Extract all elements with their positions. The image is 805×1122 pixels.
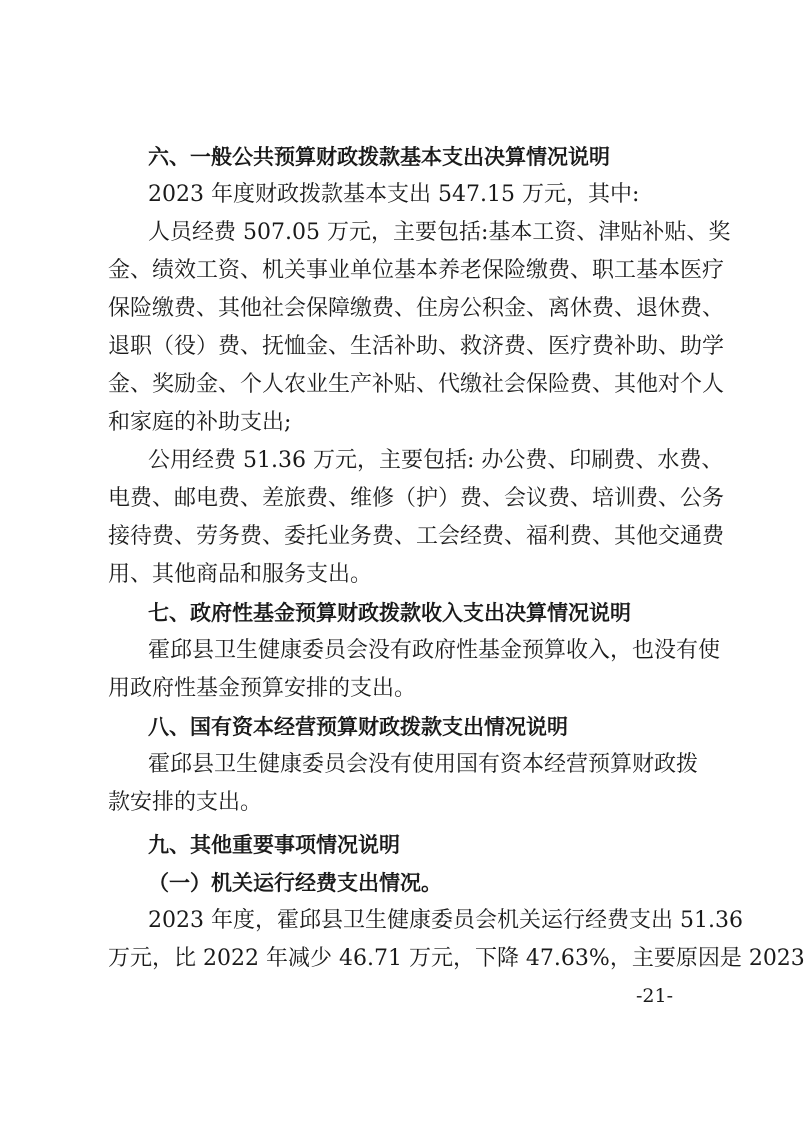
section-8-paragraph-line: 款安排的支出。 [108,790,263,815]
section-7-paragraph-line: 用政府性基金预算安排的支出。 [108,676,417,701]
section-9-sub-heading: （一）机关运行经费支出情况。 [148,871,442,895]
section-7-paragraph-line: 霍邱县卫生健康委员会没有政府性基金预算收入，也没有使 [148,638,721,663]
section-6-paragraph-2-line: 人员经费 507.05 万元，主要包括:基本工资、津贴补贴、奖 [148,220,731,245]
section-9-paragraph-line: 万元，比 2022 年减少 46.71 万元，下降 47.63%，主要原因是 2023 [108,946,805,971]
document-body [108,138,805,978]
section-6-paragraph-1-line: 2023 年度财政拨款基本支出 547.15 万元，其中: [148,182,640,207]
section-6-paragraph-2-line: 退职（役）费、抚恤金、生活补助、救济费、医疗费补助、助学 [108,334,725,359]
section-6-heading: 六、一般公共预算财政拨款基本支出决算情况说明 [148,145,610,169]
section-6-paragraph-3-line: 电费、邮电费、差旅费、维修（护）费、会议费、培训费、公务 [108,486,725,511]
section-6-paragraph-3-line: 公用经费 51.36 万元，主要包括: 办公费、印刷费、水费、 [148,448,724,473]
page-number: -21- [636,985,674,1007]
section-6-paragraph-3-line: 用、其他商品和服务支出。 [108,562,373,587]
section-7-heading: 七、政府性基金预算财政拨款收入支出决算情况说明 [148,601,631,625]
section-6-paragraph-2-line: 金、奖励金、个人农业生产补贴、代缴社会保险费、其他对个人 [108,372,725,397]
section-8-paragraph-line: 霍邱县卫生健康委员会没有使用国有资本经营预算财政拨 [148,752,699,777]
section-6-paragraph-3-line: 接待费、劳务费、委托业务费、工会经费、福利费、其他交通费 [108,524,725,549]
section-6-paragraph-2-line: 保险缴费、其他社会保障缴费、住房公积金、离休费、退休费、 [108,296,725,321]
section-6-paragraph-2-line: 和家庭的补助支出; [108,410,292,435]
section-9-heading: 九、其他重要事项情况说明 [148,833,400,857]
section-8-heading: 八、国有资本经营预算财政拨款支出情况说明 [148,715,568,739]
section-6-paragraph-2-line: 金、绩效工资、机关事业单位基本养老保险缴费、职工基本医疗 [108,258,725,283]
section-9-paragraph-line: 2023 年度，霍邱县卫生健康委员会机关运行经费支出 51.36 [148,908,743,933]
